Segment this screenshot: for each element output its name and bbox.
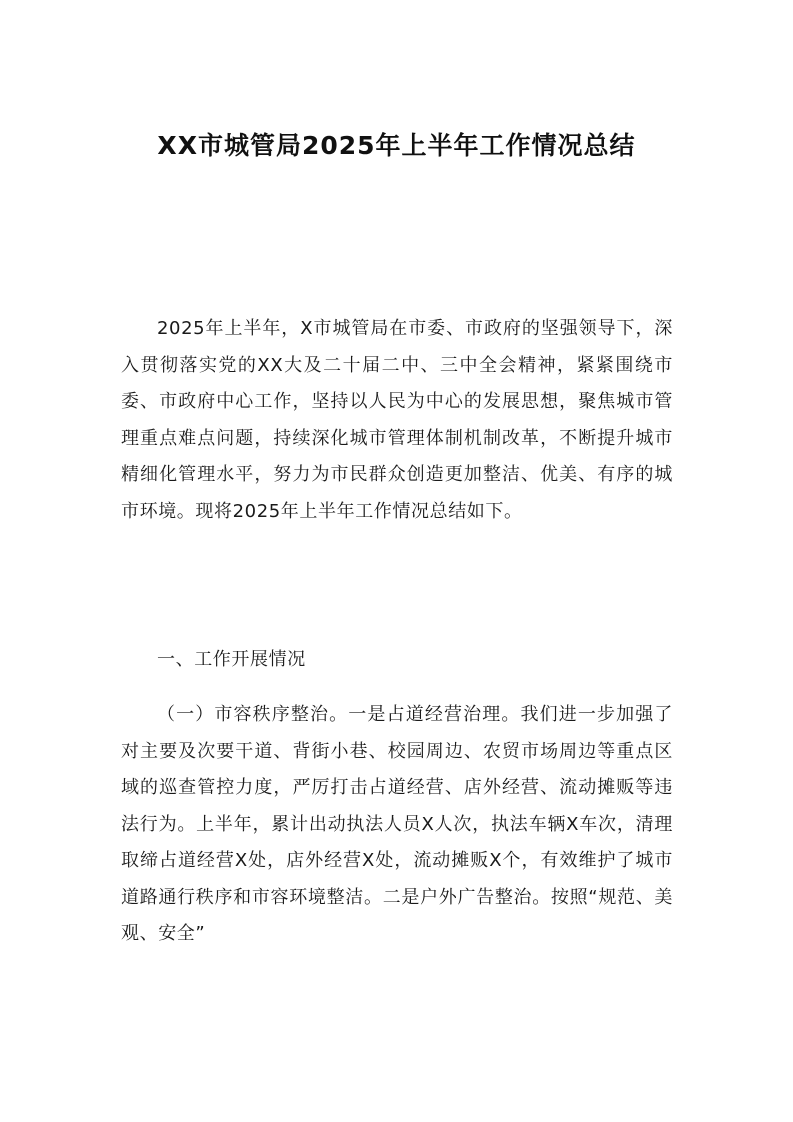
body-paragraph: （一）市容秩序整治。一是占道经营治理。我们进一步加强了对主要及次要干道、背街小巷、校园周边、农贸市场周边等重点区域的巡查管控力度，严厉打击占道经营、店外经营、流动摊贩等违法行为。上半年，累计出动执法人员X人次，执法车辆X车次，清理取缔占道经营X处，店外经营X处，流动摊贩X个，有效维护了城市道路通行秩序和市容环境整洁。二是户外广告整治。按照“规范、美观、安全” [121,704,673,944]
intro-paragraph: 2025年上半年，X市城管局在市委、市政府的坚强领导下，深入贯彻落实党的XX大及二十届二中、三中全会精神，紧紧围绕市委、市政府中心工作，坚持以人民为中心的发展思想，聚焦城市管理重点难点问题，持续深化城市管理体制机制改革，不断提升城市精细化管理水平，努力为市民群众创造更加整洁、优美、有序的城市环境。现将2025年上半年工作情况总结如下。 [121,318,673,522]
document-title: XX市城管局2025年上半年工作情况总结 [157,131,636,160]
section-heading: 一、工作开展情况 [157,649,306,670]
